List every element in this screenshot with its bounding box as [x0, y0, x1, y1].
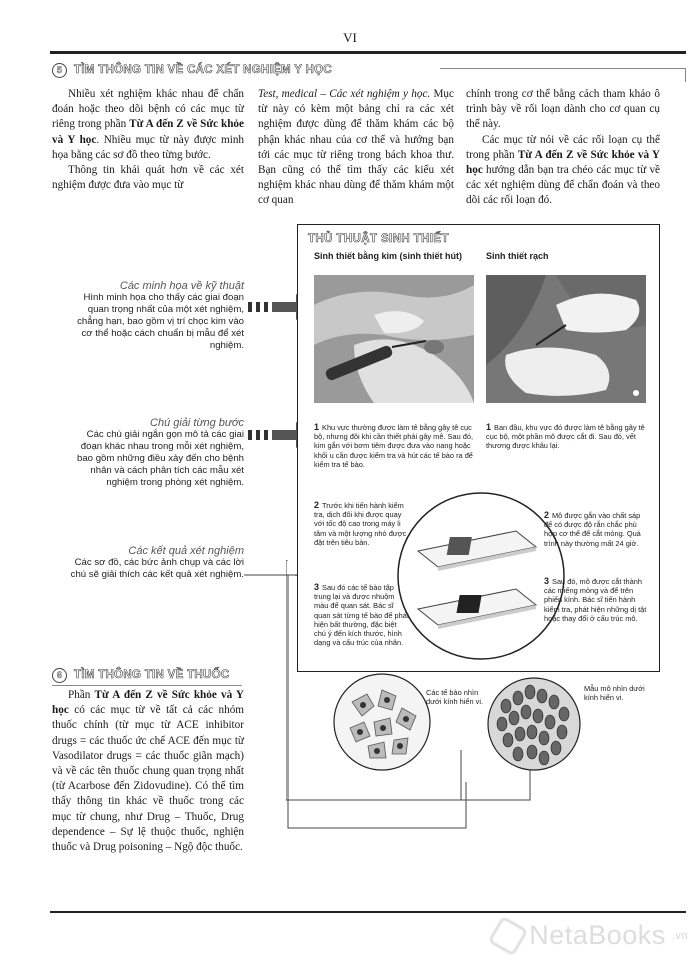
step-3-incision-caption: 3 Sau đó, mô được cắt thành các miếng mỏng và để trên phiến kính. Bác sĩ tiến hành kiểm tra, phát hiện những dị tật hoặc thay đổi ở cấu trúc mô. — [544, 576, 647, 623]
biopsy-panel — [297, 224, 660, 672]
panel-subtitle-incision: Sinh thiết rạch — [486, 251, 549, 261]
section-5-column-3: chính trong cơ thể bằng cách tham khảo ô trình bày về rối loạn dành cho cơ quan cụ thể này. Các mục từ nói về các rối loạn cụ thể trong phần Từ A đến Z về Sức khỏe và Y học hướng dẫn bạn tra chéo các mục từ về các xét nghiệm dùng để chẩn đoán và theo dõi các rối loạn đó. — [466, 88, 660, 207]
page-number: VI — [343, 30, 357, 45]
section-5-title: TÌM THÔNG TIN VỀ CÁC XÉT NGHIỆM Y HỌC — [74, 64, 332, 76]
section-6-rule — [52, 685, 242, 686]
tissue-microscope-caption: Mẫu mô nhìn dưới kính hiển vi. — [584, 684, 645, 703]
tissue-microscope-view — [486, 676, 582, 772]
step-1-needle-caption: 1 Khu vực thường được làm tê bằng gây tê cục bộ, nhưng đôi khi cần thiết phải gây mê. Sau đó, kim gắn với bơm tiêm được đưa vào nang hoặc khối u cần được kiểm tra và hút các tế bào ra để kiểm tra tế bào. — [314, 422, 474, 469]
section-5-column-2: Test, medical – Các xét nghiệm y học. Mục từ này có kèm một bảng chỉ ra các xét nghiệm được dùng để thăm khám các bộ phận khác nhau của cơ thể và hướng bạn tới các mục từ riêng trong bách khoa thư. Bạn cũng có thể tìm thấy các kiểu xét nghiệm khác nhau dùng để thăm khám một cơ quan — [258, 88, 454, 207]
sidebar-item-steps: Chú giải từng bước Các chú giải ngắn gọn mô tả các giai đoạn khác nhau trong mỗi xét nghiệm, bao gồm những điều xảy đến cho bệnh nhân và cách phân tích các mẫu xét nghiệm trong phòng xét nghiệm. — [77, 417, 244, 488]
section-6-header — [52, 665, 242, 685]
panel-subtitle-needle: Sinh thiết bằng kim (sinh thiết hút) — [314, 251, 462, 261]
top-rule — [50, 51, 686, 54]
section-6-title: TÌM THÔNG TIN VỀ THUỐC — [74, 669, 230, 681]
step-2-incision-caption: 2 Mô được gắn vào chất sáp để có được độ rắn chắc phù hợp cơ thể để cắt mỏng. Quá trình này thường mất 24 giờ. — [544, 510, 641, 548]
sidebar-item-results: Các kết quả xét nghiệm Các sơ đồ, các bức ảnh chụp và các lời chú sẽ giải thích các kết quả xét nghiệm. — [70, 545, 244, 580]
step-3-needle-caption: 3 Sau đó các tế bào tập trung lại và được nhuộm màu để quan sát. Bác sĩ quan sát từng tế bào để phát hiện bất thường, đặc biệt chú ý đến kích thước, hình dạng và cấu trúc của nhân. — [314, 582, 409, 648]
section-5-number: 5 — [52, 63, 67, 78]
netabooks-watermark-logo: NetaBooks .vn — [493, 920, 688, 951]
cells-microscope-caption: Các tế bào nhìn dưới kính hiển vi. — [426, 688, 484, 707]
sidebar-item-technique: Các minh họa về kỹ thuật Hình minh họa cho thấy các giai đoạn quan trọng nhất của một xét nghiệm, chẳng hạn, bao gồm vị trí chọc kim vào cơ thể hoặc cách chuẩn bị mẫu để xét nghiệm. — [77, 280, 244, 351]
hexagon-logo-icon — [488, 915, 529, 956]
cells-microscope-view — [332, 672, 432, 772]
panel-title: THỦ THUẬT SINH THIẾT — [308, 233, 449, 245]
slide-magnifier-circle — [396, 491, 566, 661]
step-1-incision-caption: 1 Ban đầu, khu vực đó được làm tê bằng gây tê cục bộ, một phần mô được cắt đi. Sau đó, vết thương được khâu lại. — [486, 422, 645, 451]
section-5-column-1: Nhiều xét nghiệm khác nhau để chẩn đoán hoặc theo dõi bệnh có các mục từ riêng trong phần Từ A đến Z về Sức khỏe và Y học. Nhiều mục từ này được minh họa bằng các sơ đồ theo từng bước. Thông tin khái quát hơn về các xét nghiệm được đưa vào mục từ — [52, 88, 245, 192]
section-6-body: Phần Từ A đến Z về Sức khỏe và Y học có các mục từ về tất cả các nhóm thuốc chính (từ mục từ ACE inhibitor drugs = các thuốc ức chế ACE đến mục từ Vasodilator drugs = các thuốc giãn mạch) và về các tên thuốc chung quan trọng nhất (từ Acarbose đến Zidovudine). Có thể tìm thấy thông tin khác về thuốc trong các mục từ chung, như Drug – Thuốc, Drug dependence – Sự lệ thuộc thuốc, nghiện thuốc và Drug poisoning – Ngộ độc thuốc. — [52, 689, 244, 854]
bottom-rule — [50, 911, 686, 913]
needle-biopsy-photo — [314, 275, 474, 403]
section-6-number: 6 — [52, 668, 67, 683]
section-5-header-line — [440, 68, 686, 82]
incision-biopsy-photo — [486, 275, 646, 403]
step-2-needle-caption: 2 Trước khi tiến hành kiểm tra, dịch đôi khi được quay với tốc độ cao trong máy li tâm và một lượng nhỏ được đặt trên tiêu bản. — [314, 500, 407, 547]
